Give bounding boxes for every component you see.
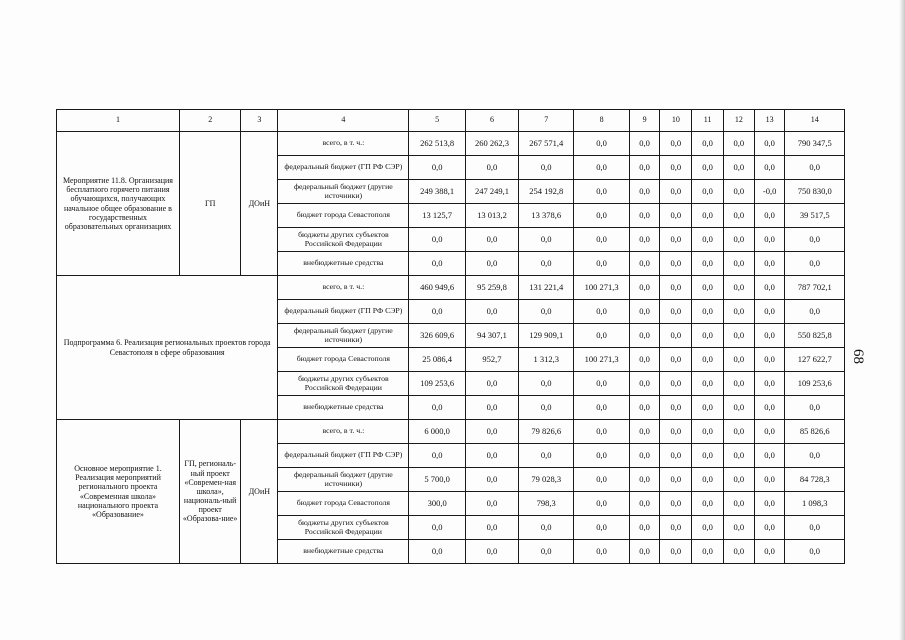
value-cell: 0,0 <box>724 252 755 276</box>
funding-source: федеральный бюджет (ГП РФ СЭР) <box>278 444 409 468</box>
value-cell: 79 826,6 <box>519 420 574 444</box>
value-cell: 0,0 <box>660 492 692 516</box>
value-cell: 550 825,8 <box>785 324 845 348</box>
value-cell: 0,0 <box>629 132 660 156</box>
column-header: 6 <box>465 110 518 132</box>
value-cell: 0,0 <box>754 516 785 540</box>
value-cell: 0,0 <box>724 156 755 180</box>
value-cell: 0,0 <box>660 468 692 492</box>
value-cell: 0,0 <box>574 396 629 420</box>
column-header: 11 <box>692 110 724 132</box>
scan-edge <box>899 0 905 640</box>
value-cell: 0,0 <box>629 540 660 564</box>
value-cell: 0,0 <box>754 132 785 156</box>
column-header: 10 <box>660 110 692 132</box>
value-cell: 790 347,5 <box>785 132 845 156</box>
value-cell: 0,0 <box>660 540 692 564</box>
value-cell: 0,0 <box>692 324 724 348</box>
program-cell: ГП <box>179 132 240 276</box>
value-cell: 267 571,4 <box>519 132 574 156</box>
value-cell: 326 609,6 <box>409 324 465 348</box>
value-cell: 0,0 <box>465 228 518 252</box>
value-cell: 0,0 <box>629 396 660 420</box>
value-cell: 0,0 <box>754 468 785 492</box>
value-cell: 6 000,0 <box>409 420 465 444</box>
value-cell: 0,0 <box>660 420 692 444</box>
column-header: 13 <box>754 110 785 132</box>
column-header: 7 <box>519 110 574 132</box>
value-cell: 0,0 <box>574 156 629 180</box>
value-cell: 0,0 <box>660 228 692 252</box>
value-cell: 0,0 <box>409 516 465 540</box>
value-cell: 0,0 <box>754 444 785 468</box>
value-cell: 0,0 <box>754 324 785 348</box>
value-cell: 0,0 <box>724 468 755 492</box>
value-cell: 0,0 <box>692 348 724 372</box>
funding-source: бюджет города Севастополя <box>278 348 409 372</box>
value-cell: 0,0 <box>409 540 465 564</box>
value-cell: 0,0 <box>409 156 465 180</box>
value-cell: 0,0 <box>754 252 785 276</box>
value-cell: 13 013,2 <box>465 204 518 228</box>
value-cell: 0,0 <box>465 372 518 396</box>
value-cell: 0,0 <box>692 204 724 228</box>
value-cell: 300,0 <box>409 492 465 516</box>
value-cell: 0,0 <box>724 228 755 252</box>
value-cell: 0,0 <box>692 492 724 516</box>
value-cell: 0,0 <box>660 348 692 372</box>
value-cell: 0,0 <box>629 516 660 540</box>
value-cell: 0,0 <box>754 540 785 564</box>
funding-source: всего, в т. ч.: <box>278 420 409 444</box>
value-cell: 460 949,6 <box>409 276 465 300</box>
value-cell: 0,0 <box>660 252 692 276</box>
value-cell: 0,0 <box>660 180 692 204</box>
value-cell: 0,0 <box>629 324 660 348</box>
column-header: 5 <box>409 110 465 132</box>
value-cell: 952,7 <box>465 348 518 372</box>
value-cell: 0,0 <box>724 276 755 300</box>
value-cell: 5 700,0 <box>409 468 465 492</box>
value-cell: 0,0 <box>409 228 465 252</box>
value-cell: 0,0 <box>409 300 465 324</box>
value-cell: 0,0 <box>519 396 574 420</box>
value-cell: 0,0 <box>629 444 660 468</box>
value-cell: 109 253,6 <box>785 372 845 396</box>
table-row <box>57 132 845 156</box>
value-cell: 0,0 <box>465 468 518 492</box>
value-cell: 0,0 <box>692 540 724 564</box>
value-cell: 0,0 <box>574 132 629 156</box>
value-cell: 0,0 <box>724 372 755 396</box>
value-cell: 787 702,1 <box>785 276 845 300</box>
page-number: 68 <box>850 349 866 364</box>
value-cell: 262 513,8 <box>409 132 465 156</box>
value-cell: 0,0 <box>754 420 785 444</box>
column-header: 9 <box>629 110 660 132</box>
value-cell: 1 312,3 <box>519 348 574 372</box>
table-row <box>57 420 845 444</box>
value-cell: 0,0 <box>409 444 465 468</box>
column-header: 14 <box>785 110 845 132</box>
value-cell: 0,0 <box>724 516 755 540</box>
value-cell: 0,0 <box>692 252 724 276</box>
value-cell: 84 728,3 <box>785 468 845 492</box>
value-cell: 39 517,5 <box>785 204 845 228</box>
value-cell: 0,0 <box>692 276 724 300</box>
value-cell: 0,0 <box>724 444 755 468</box>
value-cell: 0,0 <box>574 468 629 492</box>
column-header: 2 <box>179 110 240 132</box>
value-cell: 0,0 <box>754 396 785 420</box>
value-cell: 1 098,3 <box>785 492 845 516</box>
value-cell: 0,0 <box>519 372 574 396</box>
value-cell: 0,0 <box>574 204 629 228</box>
value-cell: 0,0 <box>519 444 574 468</box>
funding-source: бюджет города Севастополя <box>278 204 409 228</box>
value-cell: 0,0 <box>785 300 845 324</box>
value-cell: 0,0 <box>754 204 785 228</box>
value-cell: 0,0 <box>574 180 629 204</box>
value-cell: 0,0 <box>519 252 574 276</box>
value-cell: 0,0 <box>519 540 574 564</box>
value-cell: 0,0 <box>629 492 660 516</box>
value-cell: 0,0 <box>785 396 845 420</box>
value-cell: 0,0 <box>465 492 518 516</box>
value-cell: 0,0 <box>519 156 574 180</box>
value-cell: 0,0 <box>724 132 755 156</box>
value-cell: 0,0 <box>465 156 518 180</box>
value-cell: 0,0 <box>409 252 465 276</box>
funding-source: внебюджетные средства <box>278 252 409 276</box>
value-cell: 0,0 <box>724 348 755 372</box>
value-cell: 127 622,7 <box>785 348 845 372</box>
value-cell: 249 388,1 <box>409 180 465 204</box>
funding-source: федеральный бюджет (другие источники) <box>278 468 409 492</box>
value-cell: 0,0 <box>754 348 785 372</box>
value-cell: 0,0 <box>574 516 629 540</box>
value-cell: 0,0 <box>785 540 845 564</box>
funding-source: федеральный бюджет (ГП РФ СЭР) <box>278 300 409 324</box>
value-cell: 0,0 <box>465 444 518 468</box>
value-cell: 0,0 <box>660 372 692 396</box>
value-cell: 0,0 <box>629 276 660 300</box>
value-cell: 0,0 <box>724 492 755 516</box>
value-cell: 13 378,6 <box>519 204 574 228</box>
value-cell: 109 253,6 <box>409 372 465 396</box>
value-cell: 0,0 <box>724 540 755 564</box>
value-cell: 0,0 <box>574 540 629 564</box>
value-cell: 0,0 <box>724 204 755 228</box>
value-cell: 0,0 <box>754 492 785 516</box>
value-cell: 79 028,3 <box>519 468 574 492</box>
value-cell: 0,0 <box>692 468 724 492</box>
value-cell: 0,0 <box>724 396 755 420</box>
value-cell: 0,0 <box>692 300 724 324</box>
value-cell: 0,0 <box>629 300 660 324</box>
value-cell: 0,0 <box>629 348 660 372</box>
value-cell: 0,0 <box>754 156 785 180</box>
value-cell: 0,0 <box>754 300 785 324</box>
value-cell: 0,0 <box>692 156 724 180</box>
value-cell: 0,0 <box>629 252 660 276</box>
value-cell: 0,0 <box>574 228 629 252</box>
value-cell: 94 307,1 <box>465 324 518 348</box>
value-cell: 0,0 <box>629 420 660 444</box>
value-cell: 0,0 <box>692 420 724 444</box>
funding-source: внебюджетные средства <box>278 396 409 420</box>
value-cell: 0,0 <box>660 276 692 300</box>
value-cell: 129 909,1 <box>519 324 574 348</box>
funding-source: федеральный бюджет (ГП РФ СЭР) <box>278 156 409 180</box>
value-cell: 0,0 <box>692 372 724 396</box>
value-cell: 0,0 <box>660 204 692 228</box>
value-cell: 0,0 <box>692 516 724 540</box>
value-cell: 260 262,3 <box>465 132 518 156</box>
value-cell: -0,0 <box>754 180 785 204</box>
value-cell: 0,0 <box>629 228 660 252</box>
value-cell: 0,0 <box>660 324 692 348</box>
funding-source: всего, в т. ч.: <box>278 276 409 300</box>
value-cell: 247 249,1 <box>465 180 518 204</box>
value-cell: 0,0 <box>574 420 629 444</box>
budget-table <box>56 109 845 564</box>
funding-source: внебюджетные средства <box>278 540 409 564</box>
value-cell: 0,0 <box>519 516 574 540</box>
value-cell: 0,0 <box>574 492 629 516</box>
value-cell: 85 826,6 <box>785 420 845 444</box>
executor-cell: ДОиН <box>241 132 278 276</box>
value-cell: 0,0 <box>574 444 629 468</box>
value-cell: 0,0 <box>785 444 845 468</box>
activity-name: Мероприятие 11.8. Организация бесплатного горячего питания обучающихся, получающих начальное общее образование в государственных образовательных организациях <box>57 132 180 276</box>
value-cell: 0,0 <box>629 156 660 180</box>
value-cell: 0,0 <box>409 396 465 420</box>
value-cell: 0,0 <box>465 252 518 276</box>
value-cell: 0,0 <box>660 444 692 468</box>
column-header: 12 <box>724 110 755 132</box>
value-cell: 0,0 <box>465 516 518 540</box>
activity-name: Основное мероприятие 1. Реализация мероприятий регионального проекта «Современная школа» национального проекта «Образование» <box>57 420 180 564</box>
value-cell: 0,0 <box>519 228 574 252</box>
value-cell: 25 086,4 <box>409 348 465 372</box>
value-cell: 100 271,3 <box>574 276 629 300</box>
value-cell: 0,0 <box>629 204 660 228</box>
column-header: 4 <box>278 110 409 132</box>
value-cell: 0,0 <box>692 132 724 156</box>
value-cell: 750 830,0 <box>785 180 845 204</box>
value-cell: 0,0 <box>629 180 660 204</box>
value-cell: 0,0 <box>660 300 692 324</box>
value-cell: 0,0 <box>465 300 518 324</box>
table-row <box>57 276 845 300</box>
funding-source: бюджеты других субъектов Российской Федерации <box>278 228 409 252</box>
value-cell: 0,0 <box>519 300 574 324</box>
value-cell: 798,3 <box>519 492 574 516</box>
value-cell: 0,0 <box>724 180 755 204</box>
value-cell: 95 259,8 <box>465 276 518 300</box>
value-cell: 0,0 <box>785 252 845 276</box>
header-row <box>57 110 845 132</box>
value-cell: 0,0 <box>754 228 785 252</box>
value-cell: 0,0 <box>724 324 755 348</box>
funding-source: бюджеты других субъектов Российской Федерации <box>278 372 409 396</box>
value-cell: 0,0 <box>574 372 629 396</box>
funding-source: федеральный бюджет (другие источники) <box>278 180 409 204</box>
value-cell: 0,0 <box>629 468 660 492</box>
value-cell: 0,0 <box>754 276 785 300</box>
value-cell: 0,0 <box>692 444 724 468</box>
funding-source: бюджеты других субъектов Российской Федерации <box>278 516 409 540</box>
program-cell: ГП, региональ-ный проект «Современ-ная школа», националь-ный проект «Образова-ние» <box>179 420 240 564</box>
value-cell: 13 125,7 <box>409 204 465 228</box>
value-cell: 0,0 <box>724 420 755 444</box>
value-cell: 0,0 <box>660 132 692 156</box>
value-cell: 100 271,3 <box>574 348 629 372</box>
value-cell: 0,0 <box>660 516 692 540</box>
funding-source: всего, в т. ч.: <box>278 132 409 156</box>
executor-cell: ДОиН <box>241 420 278 564</box>
activity-name: Подпрограмма 6. Реализация региональных проектов города Севастополя в сфере образования <box>57 276 278 420</box>
column-header: 8 <box>574 110 629 132</box>
value-cell: 0,0 <box>724 300 755 324</box>
value-cell: 254 192,8 <box>519 180 574 204</box>
value-cell: 0,0 <box>660 156 692 180</box>
value-cell: 0,0 <box>692 228 724 252</box>
value-cell: 0,0 <box>465 420 518 444</box>
value-cell: 0,0 <box>465 396 518 420</box>
value-cell: 0,0 <box>574 324 629 348</box>
value-cell: 0,0 <box>692 396 724 420</box>
funding-source: федеральный бюджет (другие источники) <box>278 324 409 348</box>
value-cell: 0,0 <box>785 228 845 252</box>
funding-source: бюджет города Севастополя <box>278 492 409 516</box>
value-cell: 0,0 <box>692 180 724 204</box>
value-cell: 0,0 <box>785 156 845 180</box>
value-cell: 0,0 <box>754 372 785 396</box>
value-cell: 0,0 <box>465 540 518 564</box>
column-header: 3 <box>241 110 278 132</box>
column-header: 1 <box>57 110 180 132</box>
value-cell: 0,0 <box>574 300 629 324</box>
value-cell: 0,0 <box>574 252 629 276</box>
value-cell: 0,0 <box>629 372 660 396</box>
value-cell: 0,0 <box>660 396 692 420</box>
value-cell: 0,0 <box>785 516 845 540</box>
value-cell: 131 221,4 <box>519 276 574 300</box>
